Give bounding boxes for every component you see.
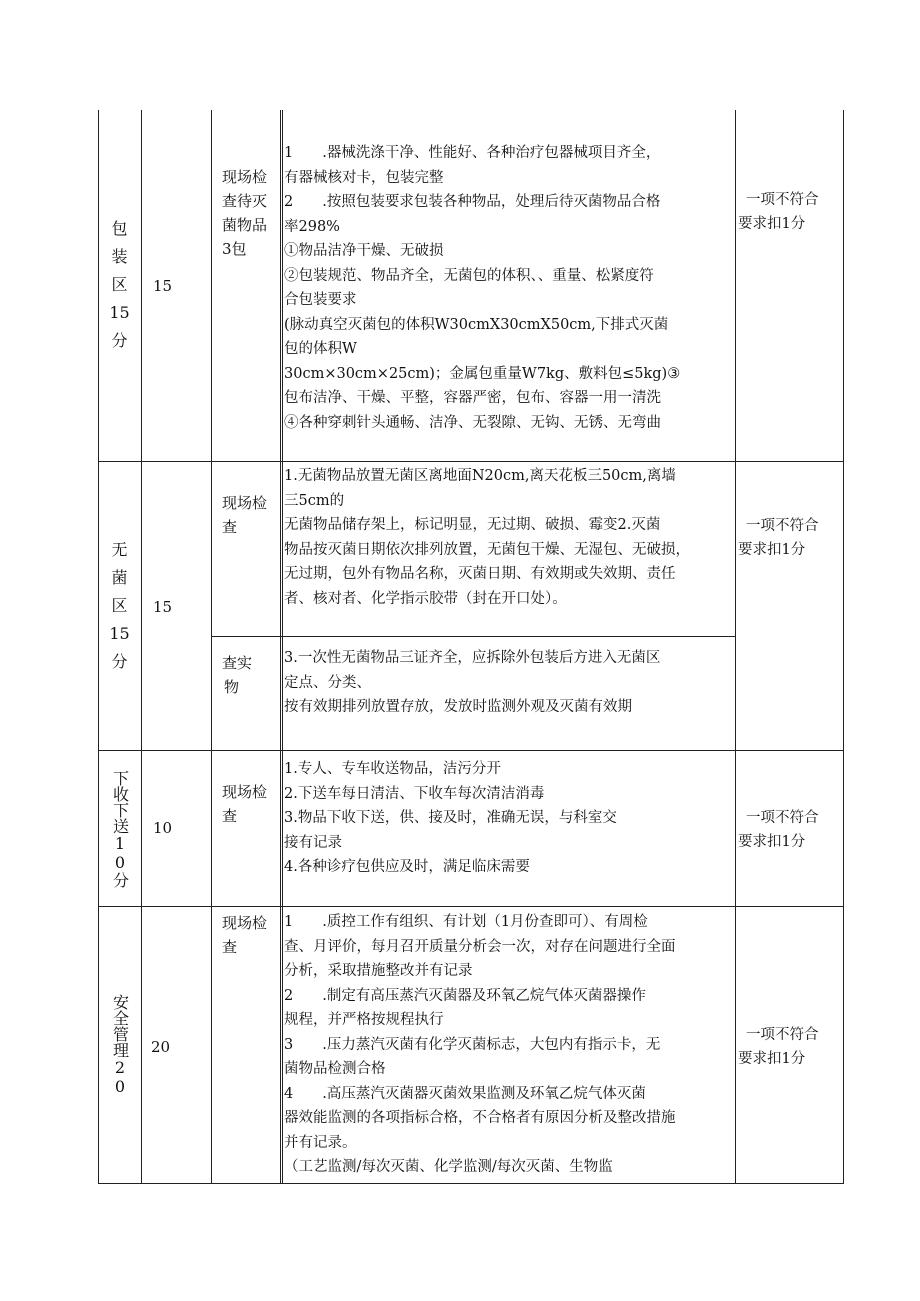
area-char: 无 xyxy=(111,540,128,559)
content-line: 4 .高压蒸汽灭菌器灭菌效果监测及环氧乙烷气体灭菌 xyxy=(284,1085,646,1102)
content-cell xyxy=(284,757,617,880)
content-cell xyxy=(284,646,660,720)
method-line: 现场检 xyxy=(222,914,268,932)
content-line: 1 .器械洗涤干净、性能好、各种治疗包器械项目齐全， xyxy=(284,145,661,161)
content-line: 规程，并严格按规程执行 xyxy=(284,1012,444,1028)
method-line: 查 xyxy=(222,807,238,825)
area-char: 区 xyxy=(111,275,128,294)
content-line: （工艺监测/每次灭菌、化学监测/每次灭菌、生物监 xyxy=(284,1159,613,1175)
content-line: 有器械核对卡，包装完整 xyxy=(284,169,444,186)
content-line: 无过期，包外有物品名称，灭菌日期、有效期或失效期、责任 xyxy=(284,566,676,582)
content-line: (脉动真空灭菌包的体积W30cmX30cmX50cm,下排式灭菌 xyxy=(284,316,669,333)
area-char: 15 xyxy=(109,303,130,322)
content-line: 包布洁净、干燥、平整，容器严密，包布、容器一用一清洗 xyxy=(284,390,661,406)
penalty-line: 要求扣1分 xyxy=(738,1051,806,1067)
content-cell xyxy=(284,464,690,611)
content-line: 接有记录 xyxy=(284,834,342,851)
content-line: 器效能监测的各项指标合格，不合格者有原因分析及整改措施 xyxy=(284,1110,676,1126)
table-line xyxy=(211,110,212,1184)
content-line: 并有记录。 xyxy=(284,1134,357,1151)
area-char: 分 xyxy=(111,331,128,350)
table-line xyxy=(141,110,142,1184)
table-line xyxy=(211,636,736,637)
method-line: 菌物品 xyxy=(222,216,268,234)
table-line xyxy=(98,461,844,462)
penalty-line: 要求扣1分 xyxy=(738,542,806,558)
area-label: 安全管理20 xyxy=(110,994,130,1096)
method-line: 查实 xyxy=(222,654,253,672)
content-line: 3 .压力蒸汽灭菌有化学灭菌标志，大包内有指示卡，无 xyxy=(284,1036,661,1053)
method-line: 查待灭 xyxy=(222,192,268,210)
content-line: 按有效期排列放置存放，发放时监测外观及灭菌有效期 xyxy=(284,699,632,715)
content-line: 率298% xyxy=(284,218,340,235)
penalty-line: 一项不符合 xyxy=(746,518,819,534)
method-line: 现场检 xyxy=(222,783,268,801)
method-line: 查 xyxy=(222,518,238,536)
table-line xyxy=(282,110,283,1184)
content-line: 30cm×30cm×25cm)；金属包重量W7kg、敷料包≤5kg)③ xyxy=(284,365,681,382)
content-line: ④各种穿刺针头通畅、洁净、无裂隙、无钩、无锈、无弯曲 xyxy=(284,414,661,431)
area-cell-packaging xyxy=(98,215,141,355)
content-line: 2 .制定有高压蒸汽灭菌器及环氧乙烷气体灭菌器操作 xyxy=(284,987,646,1004)
content-line: 4.各种诊疗包供应及时，满足临床需要 xyxy=(284,859,530,875)
content-cell xyxy=(284,910,676,1180)
penalty-cell xyxy=(738,188,819,236)
penalty-line: 一项不符合 xyxy=(746,810,819,826)
penalty-cell xyxy=(738,514,819,562)
table-line xyxy=(98,906,844,907)
table-line xyxy=(98,750,844,751)
score-cell: 20 xyxy=(151,1038,171,1056)
penalty-line: 一项不符合 xyxy=(746,1027,819,1043)
area-char: 分 xyxy=(111,652,128,671)
method-cell xyxy=(222,165,267,261)
method-cell xyxy=(222,911,267,959)
content-line: 2 .按照包装要求包装各种物品，处理后待灭菌物品合格 xyxy=(284,194,661,210)
content-line: 2.下送车每日清洁、下收车每次清洁消毒 xyxy=(284,785,545,802)
content-line: 1 .质控工作有组织、有计划（1月份查即可）、有周检 xyxy=(284,914,648,930)
content-line: ①物品洁净干燥、无破损 xyxy=(284,243,444,259)
content-line: 菌物品检测合格 xyxy=(284,1061,386,1077)
content-line: 物品按灭菌日期依次排列放置，无菌包干燥、无湿包、无破损， xyxy=(284,541,690,558)
method-cell xyxy=(222,780,267,828)
content-line: 3.物品下收下送，供、接及时，准确无误，与科室交 xyxy=(284,810,617,826)
area-cell-sterile xyxy=(98,536,141,676)
method-cell xyxy=(222,491,267,539)
content-line: 3.一次性无菌物品三证齐全，应拆除外包装后方进入无菌区 xyxy=(284,650,661,666)
score-cell: 15 xyxy=(153,277,173,295)
area-char: 装 xyxy=(111,247,128,266)
table-line xyxy=(280,110,281,1184)
area-char: 15 xyxy=(109,624,130,643)
content-line: 1.专人、专车收送物品，洁污分开 xyxy=(284,761,501,777)
penalty-cell xyxy=(738,1023,819,1071)
content-line: 包的体积W xyxy=(284,341,357,357)
score-cell: 15 xyxy=(153,598,173,616)
table-line xyxy=(98,1183,844,1184)
area-char: 区 xyxy=(111,596,128,615)
area-char: 菌 xyxy=(111,568,128,587)
content-line: 者、核对者、化学指示胶带（封在开口处）。 xyxy=(284,590,567,607)
method-line: 3包 xyxy=(222,240,247,258)
table-line xyxy=(843,110,844,1184)
content-line: 1.无菌物品放置无菌区离地面N20cm,离天花板三50cm,离墙 xyxy=(284,468,676,484)
content-line: 分析，采取措施整改并有记录 xyxy=(284,963,473,979)
content-line: 合包装要求 xyxy=(284,292,357,308)
penalty-line: 要求扣1分 xyxy=(738,834,806,850)
penalty-line: 要求扣1分 xyxy=(738,216,806,232)
method-line: 现场检 xyxy=(222,494,268,512)
area-cell-safety xyxy=(98,975,141,1115)
table-line xyxy=(735,110,736,1184)
method-line: 物 xyxy=(224,678,240,696)
content-cell xyxy=(284,141,680,435)
content-line: 无菌物品储存架上，标记明显，无过期、破损、霉变2.灭菌 xyxy=(284,517,661,533)
penalty-cell xyxy=(738,806,819,854)
area-cell-delivery xyxy=(98,758,141,900)
penalty-line: 一项不符合 xyxy=(746,192,819,208)
content-line: 三5cm的 xyxy=(284,492,345,509)
method-cell xyxy=(222,651,252,699)
area-label: 下收下送10分 xyxy=(110,770,130,888)
area-char: 包 xyxy=(111,219,128,238)
method-line: 现场检 xyxy=(222,168,268,186)
content-line: ②包装规范、物品齐全，无菌包的体积、、重量、松紧度符 xyxy=(284,267,654,284)
score-cell: 10 xyxy=(153,819,173,837)
method-line: 查 xyxy=(222,938,238,956)
content-line: 查、月评价，每月召开质量分析会一次，对存在问题进行全面 xyxy=(284,938,676,955)
content-line: 定点、分类、 xyxy=(284,674,371,691)
